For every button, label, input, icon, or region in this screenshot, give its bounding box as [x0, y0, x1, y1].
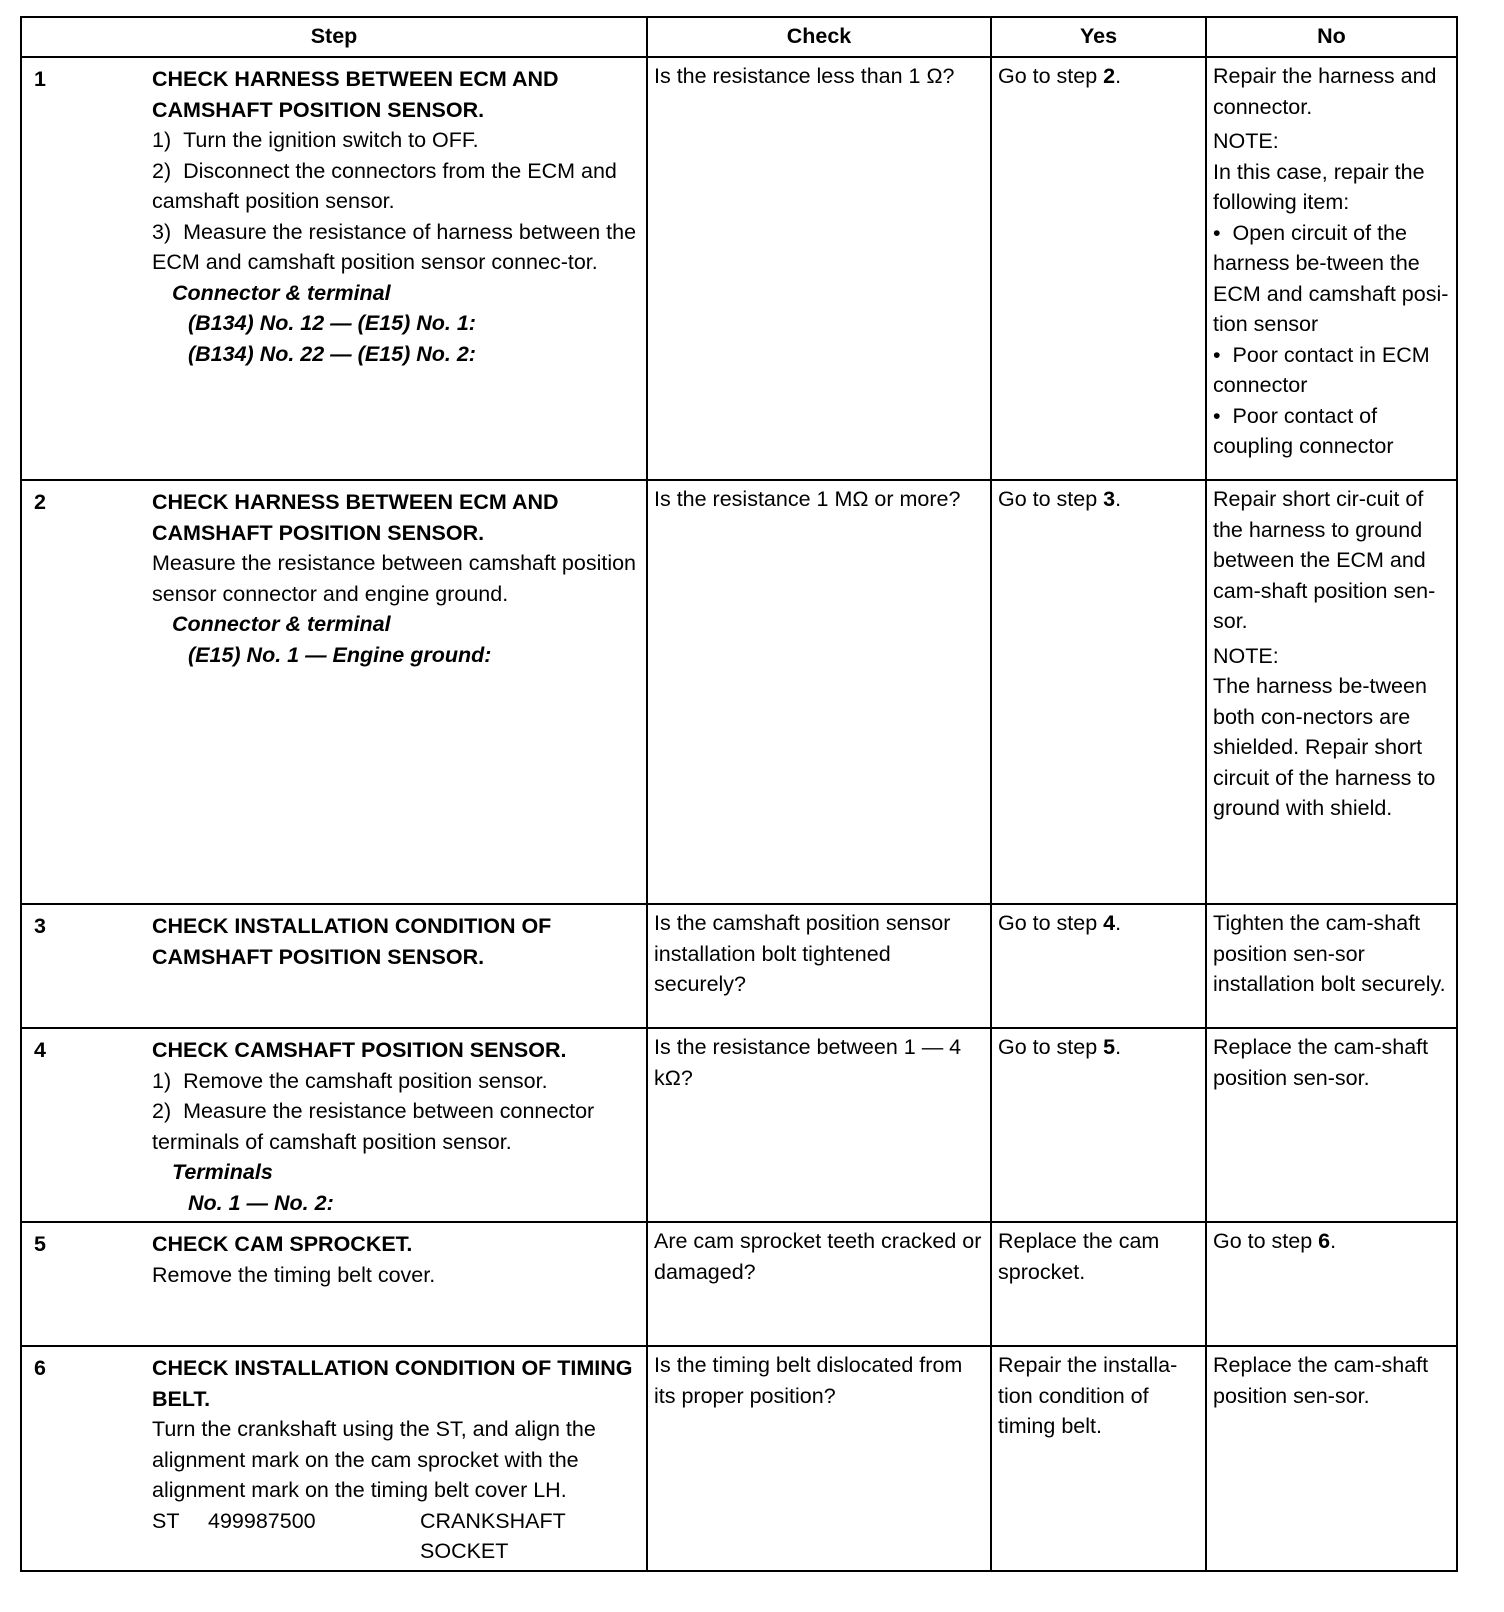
step-title: CHECK INSTALLATION CONDITION OF CAMSHAFT POSITION SENSOR.	[152, 914, 552, 969]
connector-terminal: (B134) No. 12 — (E15) No. 1:	[188, 311, 476, 335]
table-row	[21, 57, 1457, 480]
header-step: Step	[21, 17, 647, 57]
step-instruction: Measure the resistance between camshaft position sensor connector and engine ground.	[152, 551, 637, 606]
no-text: Replace the cam-shaft position sen-sor.	[1213, 1353, 1429, 1408]
step-reference: 4	[1103, 911, 1116, 935]
step-title: CHECK HARNESS BETWEEN ECM AND CAMSHAFT POSITION SENSOR.	[152, 490, 559, 545]
note-text: In this case, repair the following item:	[1213, 159, 1425, 214]
note-bullet: • Open circuit of the harness be-tween the ECM and camshaft posi-tion sensor	[1213, 220, 1449, 336]
no-text: Repair short cir-cuit of the harness to ground between the ECM and cam-shaft position sen-sor.	[1213, 487, 1436, 633]
special-tool-label: ST	[152, 1508, 180, 1533]
step-instruction: 1) Remove the camshaft position sensor.	[152, 1068, 548, 1093]
step-number: 1	[34, 67, 46, 91]
yes-text: Go to step	[998, 911, 1104, 935]
check-cell: Is the camshaft position sensor installation bolt tightened securely?	[647, 904, 991, 1028]
step-number: 5	[34, 1232, 46, 1256]
special-tool-row	[152, 1506, 637, 1567]
yes-suffix: .	[1115, 911, 1122, 935]
header-yes: Yes	[991, 17, 1206, 57]
no-cell	[1206, 57, 1457, 480]
diagnostic-table	[20, 16, 1458, 1572]
no-suffix: .	[1330, 1229, 1337, 1253]
step-title: CHECK INSTALLATION CONDITION OF TIMING BELT.	[152, 1356, 633, 1411]
yes-suffix: .	[1115, 64, 1122, 88]
yes-text: Go to step	[998, 487, 1104, 511]
step-reference: 3	[1103, 487, 1116, 511]
step-instruction: 1) Turn the ignition switch to OFF.	[152, 128, 479, 152]
step-cell	[21, 480, 647, 904]
step-cell	[21, 1028, 647, 1222]
note-bullet: • Poor contact in ECM connector	[1213, 342, 1430, 397]
step-reference: 5	[1103, 1035, 1116, 1059]
no-text: Repair the harness and connector.	[1213, 64, 1437, 119]
note-label: NOTE:	[1213, 129, 1279, 153]
step-reference: 2	[1103, 64, 1116, 88]
step-number: 3	[34, 914, 46, 938]
step-number: 2	[34, 490, 46, 514]
step-title: CHECK CAM SPROCKET.	[152, 1232, 413, 1256]
table-row	[21, 904, 1457, 1028]
yes-cell	[991, 480, 1206, 904]
yes-cell	[991, 904, 1206, 1028]
note-label: NOTE:	[1213, 643, 1279, 668]
no-text: Go to step	[1213, 1229, 1319, 1253]
yes-suffix: .	[1115, 1035, 1122, 1059]
table-header-row	[21, 17, 1457, 57]
step-instruction: 3) Measure the resistance of harness between the ECM and camshaft position sensor connec-tor.	[152, 219, 637, 274]
step-reference: 6	[1318, 1229, 1331, 1253]
table-row	[21, 480, 1457, 904]
check-cell: Is the resistance less than 1 Ω?	[647, 57, 991, 480]
no-cell	[1206, 480, 1457, 904]
yes-cell	[991, 57, 1206, 480]
terminals-heading: Terminals	[172, 1160, 273, 1184]
special-tool-number: 499987500	[208, 1508, 316, 1533]
connector-terminal: (B134) No. 22 — (E15) No. 2:	[188, 341, 476, 366]
no-cell	[1206, 1222, 1457, 1346]
no-cell	[1206, 1028, 1457, 1222]
step-instruction: Turn the crankshaft using the ST, and align the alignment mark on the cam sprocket with the alignment mark on the timing belt cover LH.	[152, 1417, 596, 1502]
connector-terminal: (E15) No. 1 — Engine ground:	[188, 642, 492, 667]
no-cell	[1206, 1346, 1457, 1571]
yes-text: Go to step	[998, 64, 1104, 88]
no-text: Tighten the cam-shaft position sen-sor installation bolt securely.	[1213, 911, 1446, 996]
terminal-values: No. 1 — No. 2:	[188, 1190, 334, 1215]
yes-cell	[991, 1028, 1206, 1222]
yes-text: Go to step	[998, 1035, 1104, 1059]
check-cell: Is the timing belt dislocated from its proper position?	[647, 1346, 991, 1571]
step-cell	[21, 1346, 647, 1571]
step-title: CHECK HARNESS BETWEEN ECM AND CAMSHAFT POSITION SENSOR.	[152, 67, 559, 122]
step-cell	[21, 57, 647, 480]
yes-suffix: .	[1115, 487, 1122, 511]
step-cell	[21, 1222, 647, 1346]
yes-cell: Repair the installa-tion condition of timing belt.	[991, 1346, 1206, 1571]
step-number: 6	[34, 1356, 46, 1380]
table-row	[21, 1222, 1457, 1346]
header-no: No	[1206, 17, 1457, 57]
connector-heading: Connector & terminal	[172, 280, 391, 305]
step-instruction: 2) Measure the resistance between connector terminals of camshaft position sensor.	[152, 1099, 595, 1154]
connector-heading: Connector & terminal	[172, 612, 391, 636]
header-check: Check	[647, 17, 991, 57]
special-tool-name: CRANKSHAFT SOCKET	[420, 1508, 566, 1563]
note-text: The harness be-tween both con-nectors are shielded. Repair short circuit of the harness to ground with shield.	[1213, 674, 1436, 820]
check-cell: Are cam sprocket teeth cracked or damaged?	[647, 1222, 991, 1346]
table-row	[21, 1346, 1457, 1571]
no-text: Replace the cam-shaft position sen-sor.	[1213, 1035, 1429, 1090]
step-title: CHECK CAMSHAFT POSITION SENSOR.	[152, 1038, 567, 1062]
check-cell: Is the resistance 1 MΩ or more?	[647, 480, 991, 904]
step-instruction: Remove the timing belt cover.	[152, 1262, 436, 1287]
note-bullet: • Poor contact of coupling connector	[1213, 403, 1394, 458]
no-cell	[1206, 904, 1457, 1028]
yes-cell: Replace the cam sprocket.	[991, 1222, 1206, 1346]
table-row	[21, 1028, 1457, 1222]
check-cell: Is the resistance between 1 — 4 kΩ?	[647, 1028, 991, 1222]
step-number: 4	[34, 1038, 46, 1062]
step-cell	[21, 904, 647, 1028]
step-instruction: 2) Disconnect the connectors from the ECM and camshaft position sensor.	[152, 158, 617, 213]
